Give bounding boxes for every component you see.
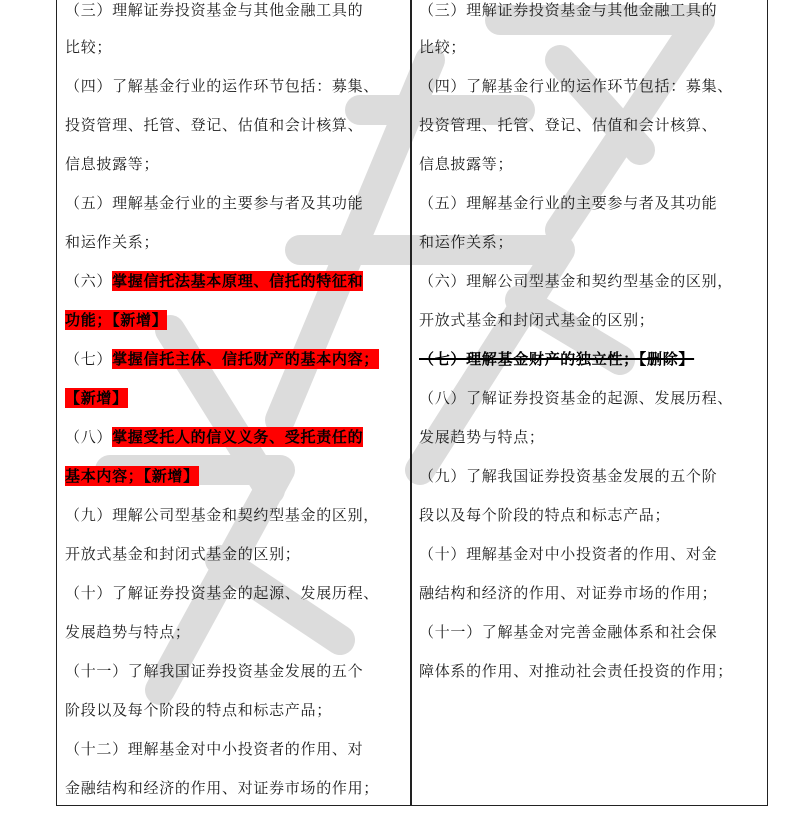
line-text: （四）了解基金行业的运作环节包括：募集、 <box>65 77 380 95</box>
line-text: 发展趋势与特点； <box>65 623 191 641</box>
left-column-line <box>65 271 363 291</box>
line-text: （十一）了解基金对完善金融体系和社会保 <box>419 623 718 641</box>
right-column-line <box>419 349 694 369</box>
left-column-line <box>65 778 379 798</box>
line-text: 投资管理、托管、登记、估值和会计核算、 <box>419 116 718 134</box>
line-text: 段以及每个阶段的特点和标志产品； <box>419 506 671 524</box>
left-column-line <box>65 700 332 720</box>
line-text: 信息披露等； <box>65 155 160 173</box>
highlighted-new-text: 掌握信托主体、信托财产的基本内容； <box>112 350 380 368</box>
line-text: （十）了解证券投资基金的起源、发展历程、 <box>65 584 380 602</box>
right-column-line <box>419 154 513 174</box>
line-text: 开放式基金和封闭式基金的区别； <box>419 311 655 329</box>
left-column-line <box>65 115 363 135</box>
syllabus-comparison-table <box>56 0 768 806</box>
line-text: （六）理解公司型基金和契约型基金的区别， <box>419 272 734 290</box>
left-column-line <box>65 154 159 174</box>
right-column-line <box>419 427 545 447</box>
column-divider <box>410 0 412 805</box>
line-text: 投资管理、托管、登记、估值和会计核算、 <box>65 116 364 134</box>
left-column-line <box>65 583 379 603</box>
line-text: 比较； <box>65 38 113 56</box>
line-text: 比较； <box>419 38 467 56</box>
right-column-line <box>419 505 670 525</box>
deleted-text: （七）理解基金财产的独立性；【删除】 <box>419 350 695 368</box>
line-text: （四）了解基金行业的运作环节包括：募集、 <box>419 77 734 95</box>
right-column-line <box>419 0 717 20</box>
line-text: （九）理解公司型基金和契约型基金的区别， <box>65 506 380 524</box>
highlighted-new-text: 【新增】 <box>65 389 128 407</box>
line-text: （十）理解基金对中小投资者的作用、对金 <box>419 545 718 563</box>
line-text: 融结构和经济的作用、对证券市场的作用； <box>419 584 718 602</box>
item-number: （七） <box>65 350 113 368</box>
right-column-line <box>419 232 513 252</box>
right-column-line <box>419 193 717 213</box>
right-column-line <box>419 310 655 330</box>
item-number: （六） <box>65 272 113 290</box>
left-column-line <box>65 466 199 486</box>
left-column-line <box>65 388 128 408</box>
right-column-line <box>419 544 717 564</box>
right-column-line <box>419 583 717 603</box>
line-text: （三）理解证券投资基金与其他金融工具的 <box>65 1 364 19</box>
left-column-line <box>65 37 112 57</box>
line-text: （十二）理解基金对中小投资者的作用、对 <box>65 740 364 758</box>
right-column-line <box>419 271 733 291</box>
right-column-line <box>419 388 733 408</box>
line-text: （八）了解证券投资基金的起源、发展历程、 <box>419 389 734 407</box>
item-number: （八） <box>65 428 113 446</box>
line-text: （三）理解证券投资基金与其他金融工具的 <box>419 1 718 19</box>
right-column-line <box>419 115 717 135</box>
line-text: 开放式基金和封闭式基金的区别； <box>65 545 301 563</box>
left-column-line <box>65 739 363 759</box>
highlighted-new-text: 基本内容；【新增】 <box>65 467 199 485</box>
right-column-line <box>419 76 733 96</box>
line-text: 信息披露等； <box>419 155 514 173</box>
line-text: 和运作关系； <box>419 233 514 251</box>
highlighted-new-text: 掌握信托法基本原理、信托的特征和 <box>112 272 364 290</box>
line-text: （五）理解基金行业的主要参与者及其功能 <box>65 194 364 212</box>
line-text: 和运作关系； <box>65 233 160 251</box>
line-text: 阶段以及每个阶段的特点和标志产品； <box>65 701 332 719</box>
left-column-line <box>65 349 379 369</box>
line-text: （五）理解基金行业的主要参与者及其功能 <box>419 194 718 212</box>
line-text: 发展趋势与特点； <box>419 428 545 446</box>
left-column-line <box>65 622 191 642</box>
line-text: 金融结构和经济的作用、对证券市场的作用； <box>65 779 380 797</box>
highlighted-new-text: 掌握受托人的信义义务、受托责任的 <box>112 428 364 446</box>
right-column-line <box>419 661 733 681</box>
left-column-line <box>65 310 167 330</box>
left-column-line <box>65 505 379 525</box>
left-column-line <box>65 661 363 681</box>
right-column-line <box>419 466 717 486</box>
line-text: （十一）了解我国证券投资基金发展的五个 <box>65 662 364 680</box>
left-column-line <box>65 544 301 564</box>
left-column-line <box>65 427 363 447</box>
left-column-line <box>65 76 379 96</box>
left-column-line <box>65 232 159 252</box>
right-column-line <box>419 622 717 642</box>
line-text: （九）了解我国证券投资基金发展的五个阶 <box>419 467 718 485</box>
right-column-line <box>419 37 466 57</box>
left-column-line <box>65 193 363 213</box>
highlighted-new-text: 功能；【新增】 <box>65 311 168 329</box>
line-text: 障体系的作用、对推动社会责任投资的作用； <box>419 662 734 680</box>
left-column-line <box>65 0 363 20</box>
